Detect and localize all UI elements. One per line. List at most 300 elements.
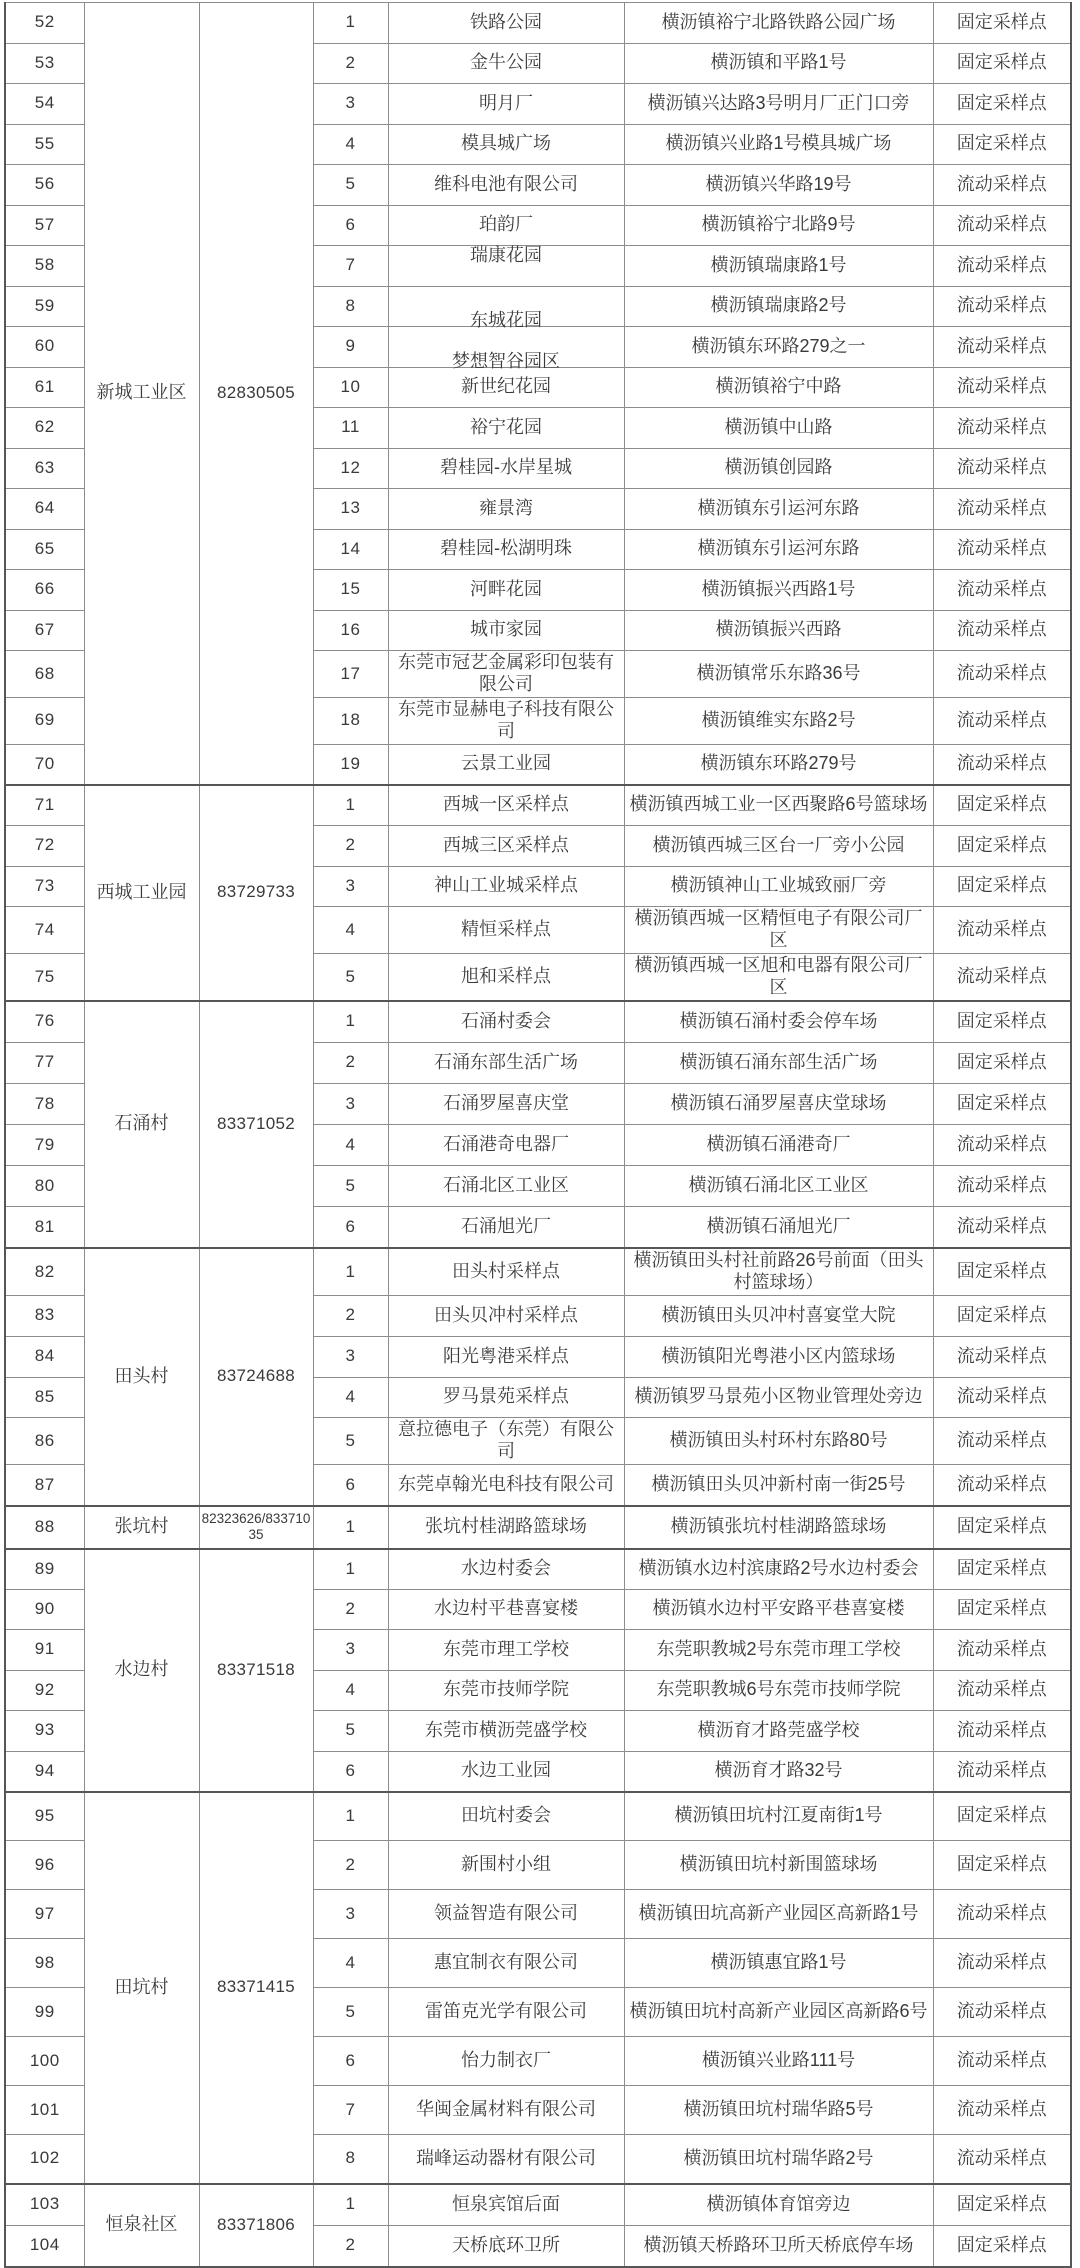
- site-name-cell: [388, 327, 624, 371]
- address-cell-text: 横沥镇常乐东路36号: [696, 662, 861, 683]
- sub-number-cell: [313, 1418, 388, 1465]
- site-name-cell-text: 云景工业园: [461, 753, 551, 774]
- row-number-cell-text: 89: [34, 1558, 55, 1578]
- row-number-cell: [5, 327, 84, 368]
- address-cell-text: 横沥镇田头村社前路26号前面（田头村篮球场）: [633, 1250, 924, 1292]
- row-number-cell: [5, 1670, 84, 1711]
- address-cell-text: 横沥镇石涌村委会停车场: [679, 1010, 878, 1031]
- site-name-cell-text: 东莞市冠艺金属彩印包装有限公司: [398, 652, 614, 694]
- site-name-cell: [388, 84, 624, 125]
- address-cell-text: 横沥镇体育馆旁边: [706, 2193, 851, 2214]
- row-number-cell-text: 90: [34, 1598, 55, 1618]
- site-name-cell: [388, 1465, 624, 1506]
- sub-number-cell: [313, 1988, 388, 2037]
- area-name-cell: [84, 2184, 199, 2267]
- address-cell-text: 横沥镇惠宜路1号: [710, 1952, 847, 1973]
- phone-cell-text: 82323626/83371035: [201, 1510, 311, 1543]
- row-number-cell-text: 88: [34, 1516, 55, 1536]
- row-number-cell: [5, 744, 84, 785]
- type-cell: [933, 1377, 1071, 1418]
- address-cell-text: 横沥镇石涌北区工业区: [688, 1175, 869, 1196]
- site-name-cell: [388, 907, 624, 954]
- row-number-cell-text: 77: [34, 1052, 55, 1072]
- row-number-cell-text: 98: [34, 1952, 55, 1972]
- site-name-cell: [388, 3, 624, 44]
- site-name-cell-text: 精恒采样点: [461, 919, 551, 940]
- address-cell: [624, 1939, 933, 1988]
- sub-number-cell: [313, 1295, 388, 1336]
- address-cell: [624, 954, 933, 1001]
- site-name-cell-text: 金牛公园: [470, 52, 542, 73]
- sub-number-cell: [313, 1670, 388, 1711]
- sub-number-cell-text: 5: [345, 1430, 356, 1450]
- phone-cell: [199, 785, 313, 1001]
- site-name-cell-text: 石涌港奇电器厂: [443, 1134, 569, 1155]
- site-name-cell: [388, 367, 624, 408]
- type-cell: [933, 1166, 1071, 1207]
- type-cell: [933, 570, 1071, 611]
- address-cell-text: 横沥镇石涌罗屋喜庆堂球场: [670, 1092, 887, 1113]
- type-cell: [933, 610, 1071, 651]
- row-number-cell-text: 68: [34, 663, 55, 683]
- row-number-cell: [5, 246, 84, 287]
- row-number-cell: [5, 2184, 84, 2226]
- type-cell-text: 固定采样点: [956, 1516, 1047, 1537]
- site-name-cell: [388, 651, 624, 698]
- address-cell-text: 横沥镇石涌港奇厂: [706, 1134, 851, 1155]
- table-row: [5, 1001, 1071, 1042]
- sub-number-cell-text: 4: [345, 133, 356, 153]
- type-cell: [933, 1549, 1071, 1590]
- row-number-cell: [5, 2037, 84, 2086]
- type-cell-text: 流动采样点: [956, 457, 1047, 478]
- table-row: [5, 1549, 1071, 1590]
- address-cell-text: 横沥镇张坑村桂湖路篮球场: [670, 1516, 887, 1537]
- type-cell-text: 固定采样点: [956, 1051, 1047, 1072]
- sub-number-cell-text: 11: [341, 417, 360, 437]
- type-cell-text: 流动采样点: [956, 254, 1047, 275]
- address-cell: [624, 529, 933, 570]
- sub-number-cell-text: 3: [345, 875, 356, 895]
- sub-number-cell: [313, 744, 388, 785]
- type-cell-text: 固定采样点: [956, 1558, 1047, 1579]
- address-cell-text: 横沥镇和平路1号: [710, 52, 847, 73]
- row-number-cell: [5, 785, 84, 826]
- address-cell: [624, 697, 933, 744]
- sub-number-cell: [313, 246, 388, 287]
- site-name-cell: [388, 825, 624, 866]
- sub-number-cell-text: 2: [345, 52, 356, 72]
- sub-number-cell-text: 15: [340, 579, 361, 599]
- type-cell-text: 固定采样点: [956, 1304, 1047, 1325]
- area-name-cell-text: 田坑村: [114, 1976, 169, 1997]
- type-cell-text: 流动采样点: [956, 1760, 1047, 1781]
- address-cell: [624, 165, 933, 206]
- type-cell-text: 流动采样点: [956, 173, 1047, 194]
- row-number-cell: [5, 165, 84, 206]
- sub-number-cell: [313, 1207, 388, 1248]
- site-name-cell: [388, 1589, 624, 1630]
- sub-number-cell-text: 2: [345, 1598, 356, 1618]
- sub-number-cell: [313, 367, 388, 408]
- sub-number-cell: [313, 697, 388, 744]
- type-cell: [933, 205, 1071, 246]
- row-number-cell: [5, 954, 84, 1001]
- phone-cell-text: 83371518: [216, 1659, 296, 1679]
- sub-number-cell: [313, 1001, 388, 1042]
- site-name-cell-text: 石涌北区工业区: [443, 1175, 569, 1196]
- row-number-cell: [5, 286, 84, 327]
- area-name-cell: [84, 785, 199, 1001]
- table-row: [5, 1506, 1071, 1549]
- sub-number-cell-text: 3: [345, 1903, 356, 1923]
- site-name-cell: [388, 1083, 624, 1124]
- type-cell: [933, 1630, 1071, 1671]
- type-cell-text: 固定采样点: [956, 1598, 1047, 1619]
- sub-number-cell-text: 6: [345, 1474, 356, 1494]
- row-number-cell: [5, 1124, 84, 1165]
- site-name-cell-text: 裕宁花园: [470, 416, 542, 437]
- sub-number-cell: [313, 3, 388, 44]
- type-cell-text: 流动采样点: [956, 1430, 1047, 1451]
- site-name-cell: [388, 1670, 624, 1711]
- area-name-cell: [84, 1549, 199, 1792]
- row-number-cell-text: 59: [34, 295, 55, 315]
- address-cell-text: 横沥镇田坑村高新产业园区高新路6号: [629, 2001, 928, 2022]
- site-name-cell: [388, 529, 624, 570]
- type-cell-text: 流动采样点: [956, 335, 1047, 356]
- address-cell-text: 横沥镇东环路279号: [700, 753, 857, 774]
- sub-number-cell-text: 3: [345, 1093, 356, 1113]
- sub-number-cell-text: 5: [345, 1720, 356, 1740]
- address-cell: [624, 2037, 933, 2086]
- row-number-cell-text: 66: [34, 579, 55, 599]
- address-cell-text: 横沥镇维实东路2号: [701, 709, 856, 730]
- site-name-cell-text: 罗马景苑采样点: [443, 1386, 569, 1407]
- sub-number-cell-text: 1: [345, 12, 356, 32]
- address-cell: [624, 610, 933, 651]
- area-name-cell: [84, 1248, 199, 1506]
- type-cell: [933, 529, 1071, 570]
- site-name-cell-text: 碧桂园-松湖明珠: [440, 538, 572, 559]
- site-name-cell-text: 新世纪花园: [461, 376, 551, 397]
- area-name-cell-text: 田头村: [114, 1365, 169, 1386]
- site-name-cell: [388, 2037, 624, 2086]
- address-cell: [624, 1506, 933, 1549]
- site-name-cell: [388, 1166, 624, 1207]
- row-number-cell: [5, 1751, 84, 1792]
- address-cell-text: 横沥镇天桥路环卫所天桥底停车场: [643, 2234, 914, 2255]
- address-cell: [624, 43, 933, 84]
- phone-cell: [199, 1792, 313, 2184]
- address-cell: [624, 744, 933, 785]
- sub-number-cell-text: 4: [345, 1134, 356, 1154]
- sub-number-cell: [313, 907, 388, 954]
- type-cell-text: 流动采样点: [956, 1216, 1047, 1237]
- row-number-cell: [5, 1042, 84, 1083]
- type-cell: [933, 2086, 1071, 2135]
- row-number-cell-text: 100: [29, 2050, 60, 2070]
- sub-number-cell-text: 19: [340, 753, 361, 773]
- site-name-cell: [388, 1988, 624, 2037]
- address-cell: [624, 1418, 933, 1465]
- type-cell: [933, 1751, 1071, 1792]
- type-cell-text: 固定采样点: [956, 794, 1047, 815]
- address-cell-text: 横沥镇石涌旭光厂: [706, 1216, 851, 1237]
- site-name-cell-text: 雷笛克光学有限公司: [425, 2001, 587, 2022]
- phone-cell-text: 83371052: [216, 1114, 296, 1134]
- row-number-cell: [5, 3, 84, 44]
- type-cell-text: 流动采样点: [956, 662, 1047, 683]
- address-cell-text: 横沥镇田头村环村东路80号: [669, 1430, 888, 1451]
- row-number-cell-text: 76: [34, 1011, 55, 1031]
- type-cell: [933, 2135, 1071, 2184]
- address-cell: [624, 205, 933, 246]
- type-cell-text: 固定采样点: [956, 2234, 1047, 2255]
- site-name-cell-text: 东莞市技师学院: [443, 1679, 569, 1700]
- row-number-cell: [5, 1001, 84, 1042]
- address-cell: [624, 1465, 933, 1506]
- sub-number-cell: [313, 1751, 388, 1792]
- type-cell-text: 流动采样点: [956, 214, 1047, 235]
- type-cell-text: 固定采样点: [956, 52, 1047, 73]
- type-cell: [933, 744, 1071, 785]
- sub-number-cell: [313, 2135, 388, 2184]
- sub-number-cell: [313, 1465, 388, 1506]
- site-name-cell: [388, 1549, 624, 1590]
- sub-number-cell-text: 2: [345, 2235, 356, 2255]
- row-number-cell: [5, 1295, 84, 1336]
- row-number-cell: [5, 448, 84, 489]
- address-cell-text: 东莞职教城6号东莞市技师学院: [656, 1679, 901, 1700]
- type-cell: [933, 1465, 1071, 1506]
- sub-number-cell: [313, 1124, 388, 1165]
- type-cell-text: 流动采样点: [956, 2099, 1047, 2120]
- type-cell-text: 固定采样点: [956, 1092, 1047, 1113]
- row-number-cell-text: 93: [34, 1720, 55, 1740]
- sub-number-cell: [313, 1792, 388, 1841]
- row-number-cell: [5, 84, 84, 125]
- address-cell-text: 横沥镇田头贝冲村喜宴堂大院: [661, 1304, 896, 1325]
- address-cell-text: 横沥镇阳光粤港小区内篮球场: [661, 1345, 896, 1366]
- row-number-cell-text: 63: [34, 457, 55, 477]
- type-cell: [933, 2225, 1071, 2267]
- sub-number-cell-text: 16: [340, 619, 361, 639]
- site-name-cell: [388, 1124, 624, 1165]
- row-number-cell: [5, 205, 84, 246]
- type-cell: [933, 1711, 1071, 1752]
- row-number-cell-text: 58: [34, 255, 55, 275]
- row-number-cell: [5, 2086, 84, 2135]
- sub-number-cell-text: 6: [345, 1216, 356, 1236]
- type-cell: [933, 246, 1071, 287]
- type-cell-text: 流动采样点: [956, 1386, 1047, 1407]
- site-name-cell: [388, 1792, 624, 1841]
- type-cell: [933, 866, 1071, 907]
- row-number-cell-text: 54: [34, 93, 55, 113]
- site-name-cell-text: 田头贝冲村采样点: [434, 1304, 578, 1325]
- site-name-cell-text: 东莞市横沥莞盛学校: [425, 1719, 587, 1740]
- type-cell-text: 流动采样点: [956, 753, 1047, 774]
- area-name-cell-text: 新城工业区: [96, 382, 187, 403]
- sub-number-cell: [313, 785, 388, 826]
- type-cell: [933, 2184, 1071, 2226]
- row-number-cell-text: 62: [34, 417, 55, 437]
- type-cell: [933, 124, 1071, 165]
- address-cell: [624, 1083, 933, 1124]
- address-cell-text: 横沥镇石涌东部生活广场: [679, 1051, 878, 1072]
- type-cell-text: 固定采样点: [956, 133, 1047, 154]
- row-number-cell: [5, 610, 84, 651]
- address-cell: [624, 2135, 933, 2184]
- row-number-cell-text: 85: [34, 1387, 55, 1407]
- type-cell-text: 流动采样点: [956, 1638, 1047, 1659]
- address-cell: [624, 1549, 933, 1590]
- sub-number-cell-text: 7: [345, 255, 356, 275]
- site-name-cell: [388, 1042, 624, 1083]
- type-cell: [933, 1890, 1071, 1939]
- sub-number-cell: [313, 610, 388, 651]
- address-cell: [624, 570, 933, 611]
- type-cell: [933, 785, 1071, 826]
- type-cell-text: 流动采样点: [956, 295, 1047, 316]
- site-name-cell: [388, 1248, 624, 1295]
- type-cell-text: 固定采样点: [956, 2193, 1047, 2214]
- sub-number-cell: [313, 327, 388, 368]
- site-name-cell: [388, 408, 624, 449]
- sub-number-cell: [313, 489, 388, 530]
- sub-number-cell: [313, 954, 388, 1001]
- address-cell-text: 横沥镇水边村平安路平巷喜宴楼: [652, 1598, 905, 1619]
- site-name-cell-text: 模具城广场: [461, 133, 551, 154]
- row-number-cell: [5, 367, 84, 408]
- address-cell: [624, 1248, 933, 1295]
- phone-cell-text: 83371415: [216, 1977, 296, 1997]
- type-cell: [933, 489, 1071, 530]
- site-name-cell: [388, 954, 624, 1001]
- sub-number-cell-text: 13: [340, 498, 361, 518]
- type-cell: [933, 1042, 1071, 1083]
- address-cell-text: 横沥镇兴华路19号: [705, 173, 852, 194]
- sub-number-cell-text: 4: [345, 1679, 356, 1699]
- site-name-cell: [388, 1751, 624, 1792]
- site-name-cell: [388, 697, 624, 744]
- type-cell: [933, 448, 1071, 489]
- sub-number-cell-text: 7: [345, 2099, 356, 2119]
- address-cell-text: 横沥镇田坑村江夏南街1号: [674, 1805, 883, 1826]
- sub-number-cell-text: 5: [345, 2001, 356, 2021]
- address-cell-text: 横沥镇西城一区精恒电子有限公司厂区: [634, 908, 923, 951]
- type-cell: [933, 1506, 1071, 1549]
- type-cell-text: 流动采样点: [956, 1175, 1047, 1196]
- row-number-cell: [5, 1988, 84, 2037]
- phone-cell: [199, 3, 313, 785]
- address-cell-text: 横沥镇西城工业一区西聚路6号篮球场: [629, 794, 928, 815]
- site-name-cell: [388, 785, 624, 826]
- site-name-cell: [388, 124, 624, 165]
- site-name-cell-text: 石涌旭光厂: [461, 1216, 551, 1237]
- sub-number-cell: [313, 1166, 388, 1207]
- type-cell: [933, 1336, 1071, 1377]
- row-number-cell: [5, 529, 84, 570]
- sub-number-cell-text: 2: [345, 1854, 356, 1874]
- site-name-cell-text: 惠宜制衣有限公司: [434, 1952, 578, 1973]
- row-number-cell-text: 55: [34, 133, 55, 153]
- site-name-cell-text: 东莞卓翰光电科技有限公司: [398, 1473, 614, 1494]
- row-number-cell-text: 65: [34, 538, 55, 558]
- site-name-cell-text: 石涌东部生活广场: [434, 1051, 578, 1072]
- sub-number-cell-text: 5: [345, 1175, 356, 1195]
- sub-number-cell: [313, 1506, 388, 1549]
- address-cell-text: 横沥镇田坑高新产业园区高新路1号: [638, 1903, 919, 1924]
- row-number-cell: [5, 1377, 84, 1418]
- address-cell: [624, 1001, 933, 1042]
- address-cell-text: 横沥育才路32号: [714, 1760, 843, 1781]
- address-cell: [624, 408, 933, 449]
- row-number-cell: [5, 1549, 84, 1590]
- type-cell: [933, 1001, 1071, 1042]
- site-name-cell-text: 领益智造有限公司: [434, 1903, 578, 1924]
- site-name-cell-text: 阳光粤港采样点: [443, 1345, 569, 1366]
- phone-cell-text: 83371806: [216, 2214, 296, 2234]
- address-cell-text: 横沥镇中山路: [724, 416, 833, 437]
- site-name-cell-text: 瑞峰运动器材有限公司: [416, 2147, 596, 2168]
- site-name-cell: [388, 43, 624, 84]
- site-name-cell: [388, 1336, 624, 1377]
- type-cell-text: 流动采样点: [956, 2050, 1047, 2071]
- row-number-cell: [5, 1792, 84, 1841]
- row-number-cell-text: 91: [34, 1639, 55, 1659]
- address-cell: [624, 1630, 933, 1671]
- type-cell: [933, 43, 1071, 84]
- sub-number-cell-text: 4: [345, 1952, 356, 1972]
- row-number-cell: [5, 43, 84, 84]
- site-name-cell: [388, 1939, 624, 1988]
- address-cell: [624, 1670, 933, 1711]
- type-cell-text: 流动采样点: [956, 1345, 1047, 1366]
- site-name-cell-text: 铁路公园: [470, 11, 542, 32]
- sub-number-cell-text: 1: [345, 1011, 356, 1031]
- sub-number-cell: [313, 1589, 388, 1630]
- site-name-cell-text: 雍景湾: [479, 497, 533, 518]
- sub-number-cell-text: 6: [345, 1760, 356, 1780]
- address-cell-text: 横沥镇东环路279之一: [691, 335, 866, 356]
- sub-number-cell: [313, 408, 388, 449]
- type-cell: [933, 165, 1071, 206]
- sub-number-cell-text: 8: [345, 2148, 356, 2168]
- sampling-points-table-body: [5, 3, 1071, 2267]
- address-cell: [624, 1166, 933, 1207]
- sub-number-cell-text: 12: [340, 457, 361, 477]
- sub-number-cell: [313, 448, 388, 489]
- table-row: [5, 3, 1071, 44]
- sub-number-cell-text: 1: [345, 2194, 356, 2214]
- type-cell: [933, 327, 1071, 368]
- row-number-cell: [5, 1465, 84, 1506]
- row-number-cell: [5, 697, 84, 744]
- row-number-cell-text: 74: [34, 919, 55, 939]
- address-cell-text: 横沥镇罗马景苑小区物业管理处旁边: [634, 1386, 923, 1407]
- row-number-cell-text: 80: [34, 1175, 55, 1195]
- sub-number-cell: [313, 2037, 388, 2086]
- site-name-cell: [388, 866, 624, 907]
- sub-number-cell-text: 2: [345, 1305, 356, 1325]
- row-number-cell-text: 78: [34, 1093, 55, 1113]
- address-cell: [624, 1042, 933, 1083]
- address-cell-text: 横沥镇振兴西路: [715, 619, 842, 640]
- row-number-cell-text: 79: [34, 1134, 55, 1154]
- site-name-cell: [388, 2225, 624, 2267]
